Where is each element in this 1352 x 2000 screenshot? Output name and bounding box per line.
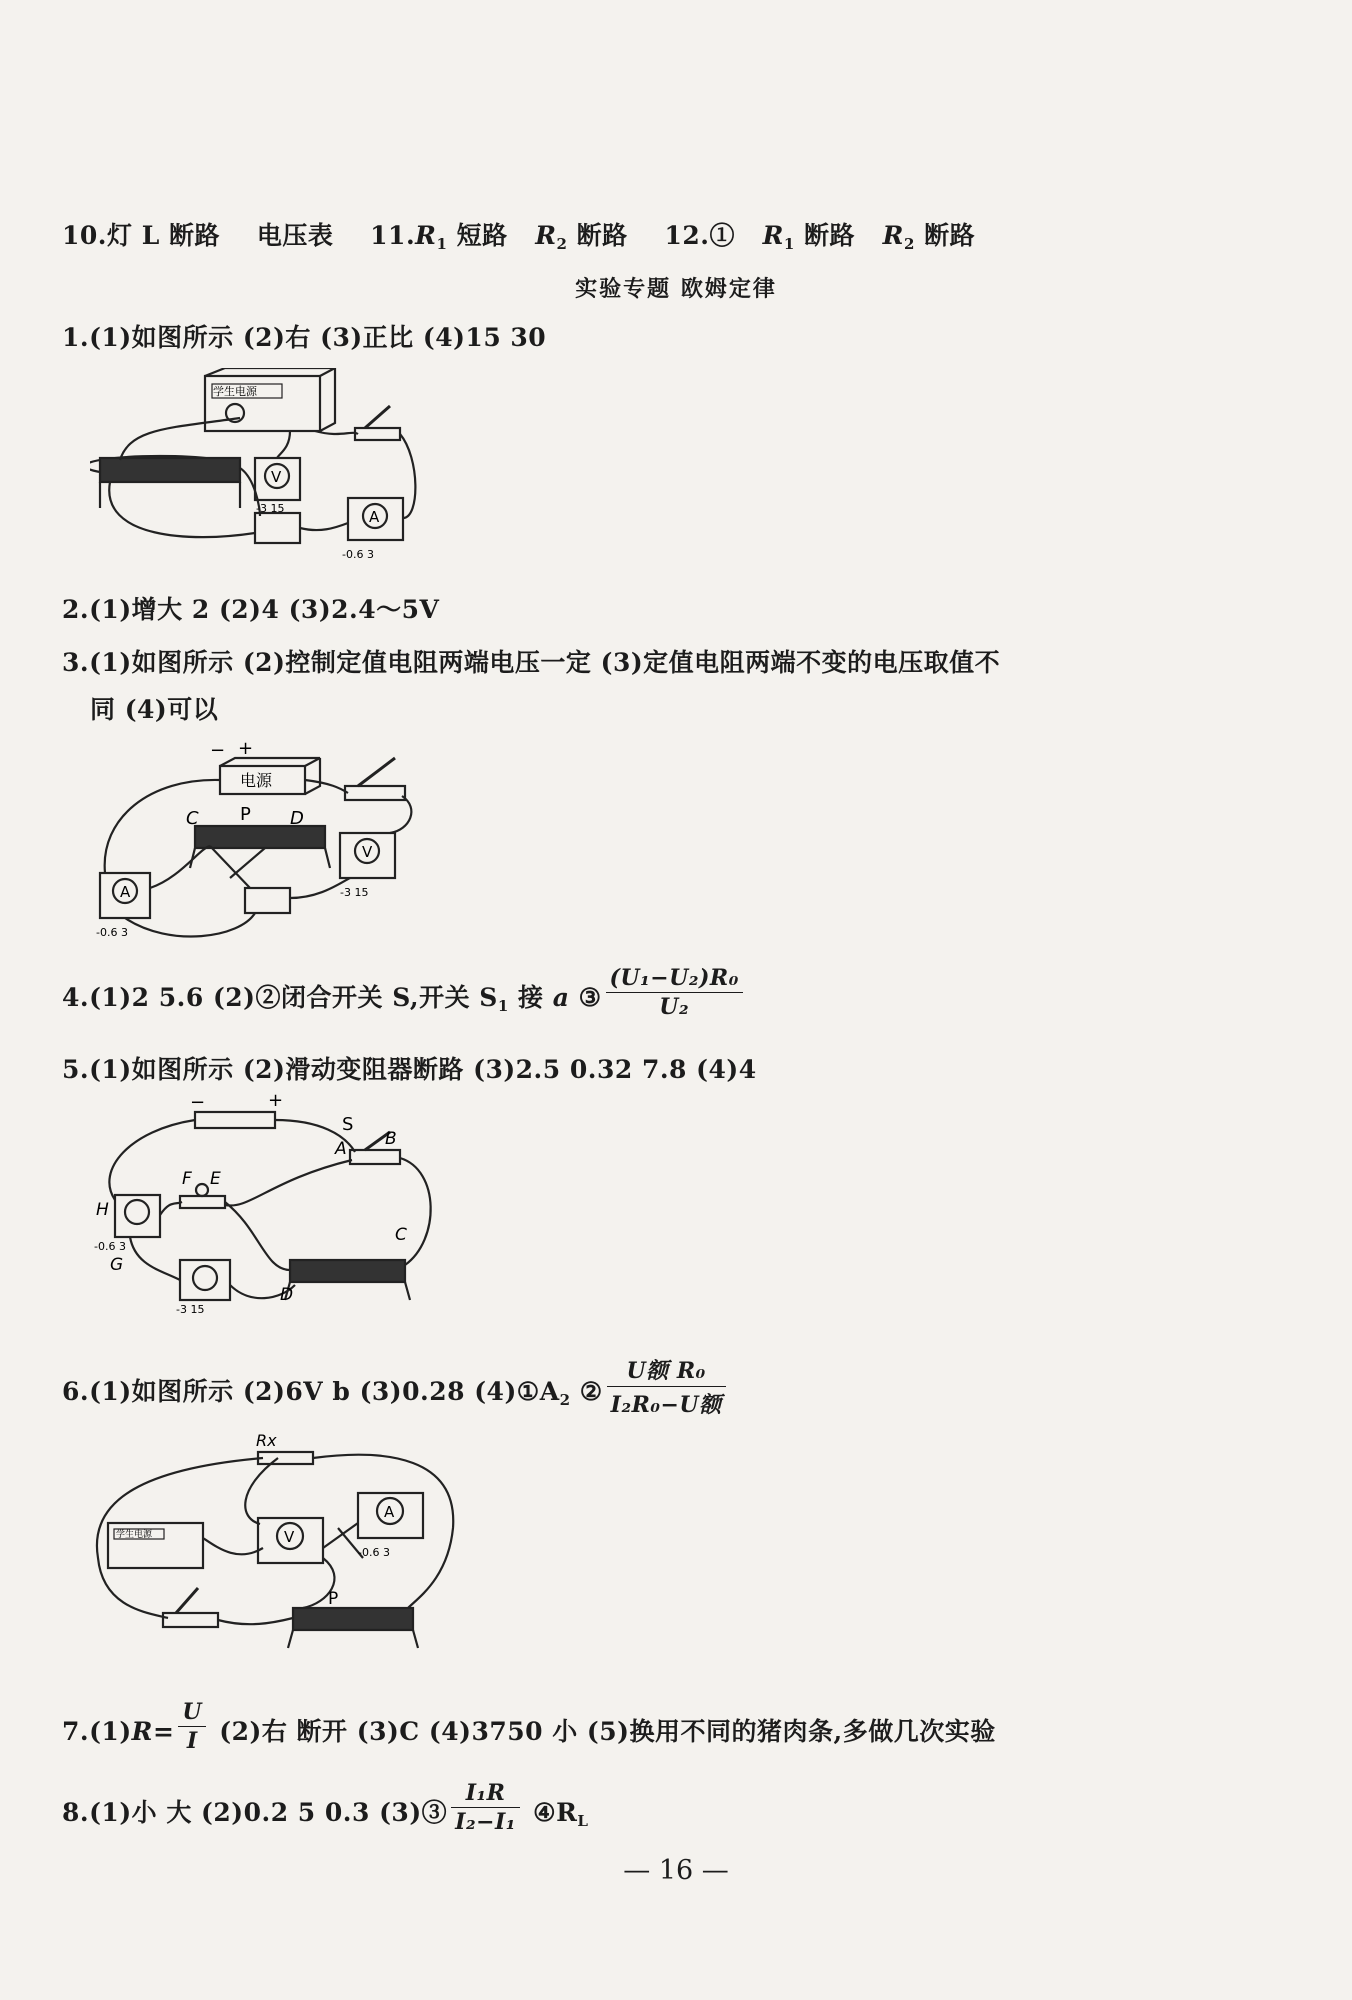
answer-6-part2: ②: [570, 1377, 603, 1406]
r2-symbol: R: [535, 221, 557, 250]
power-label: 电源: [240, 771, 273, 790]
switch-s: S: [342, 1114, 354, 1135]
answer-4-part3: ③: [569, 983, 602, 1012]
ammeter-label: A: [384, 1503, 395, 1521]
answer-3-line1: 3.(1)如图所示 (2)控制定值电阻两端电压一定 (3)定值电阻两端不变的电压取值不: [62, 648, 1001, 677]
minus-terminal: −: [210, 740, 226, 761]
ammeter-scale: -0.6 3: [358, 1546, 390, 1559]
terminal-d: D: [280, 1285, 294, 1305]
answer-3-line2: 同 (4)可以: [90, 695, 219, 724]
answer-2: 2.(1)增大 2 (2)4 (3)2.4～5V: [62, 595, 440, 624]
section-heading: 实验专题 欧姆定律: [575, 276, 777, 302]
slider-p: P: [240, 804, 251, 825]
voltmeter-label: V: [271, 468, 282, 486]
equals-sign: =: [152, 1717, 175, 1746]
voltmeter-label: V: [362, 843, 373, 861]
r1-state-12: 断路: [794, 221, 856, 250]
ammeter-scale: -0.6 3: [342, 548, 374, 561]
a2-subscript: 2: [559, 1391, 571, 1409]
answer-8: [62, 1780, 589, 1835]
ammeter-scale: -0.6 3: [96, 926, 128, 939]
r2-subscript: 2: [556, 235, 568, 253]
terminal-a: A: [335, 1139, 347, 1159]
page-number: — 16 —: [623, 1855, 729, 1886]
answer-7-fraction: [178, 1699, 206, 1754]
answer-4-connect: 接: [508, 983, 553, 1012]
answer-10b: 电压表: [256, 221, 334, 250]
fraction-numerator: I₁R: [451, 1780, 520, 1808]
resistor-rx: [258, 1452, 313, 1464]
power-label: 学生电源: [116, 1530, 153, 1540]
voltmeter-scale: -3 15: [176, 1303, 205, 1315]
answer-6-fraction: [607, 1354, 726, 1419]
resistor: [245, 888, 290, 913]
answer-11-number: 11.: [370, 221, 416, 250]
answer-4-fraction: [606, 965, 743, 1020]
terminal-a: a: [552, 983, 570, 1012]
terminal-f: F: [182, 1169, 192, 1189]
r2-state-12: 断路: [914, 221, 976, 250]
answer-5: 5.(1)如图所示 (2)滑动变阻器断路 (3)2.5 0.32 7.8 (4)4: [62, 1055, 757, 1084]
rheostat: [195, 826, 325, 848]
circuit-figure-1: [90, 368, 420, 568]
answer-12-number: 12.①: [664, 221, 735, 250]
switch: [350, 1150, 400, 1164]
power-label: 学生电源: [213, 385, 257, 398]
r1-symbol: R: [415, 221, 437, 250]
terminal-g: G: [110, 1255, 124, 1275]
fraction-numerator: (U₁−U₂)R₀: [606, 965, 743, 993]
answer-line-10-12: [62, 216, 975, 253]
circuit-figure-5: [90, 1090, 450, 1315]
r1-subscript: 1: [436, 235, 448, 253]
terminal-e: E: [210, 1169, 221, 1189]
r2-subscript-12: 2: [903, 235, 915, 253]
ammeter: [115, 1195, 160, 1237]
bulb-socket: [180, 1196, 225, 1208]
r1-state: 短路: [447, 221, 508, 250]
r1-symbol-12: R: [762, 221, 784, 250]
terminal-c: C: [186, 808, 199, 829]
resistor-box: [255, 513, 300, 543]
battery: [195, 1112, 275, 1128]
minus-terminal: −: [190, 1092, 206, 1113]
fraction-denominator: U₂: [659, 994, 690, 1020]
answer-8-text: 8.(1)小 大 (2)0.2 5 0.3 (3)③: [62, 1798, 448, 1827]
answer-10: 10.灯 L 断路: [62, 221, 220, 250]
voltmeter-scale: -3 15: [340, 886, 369, 899]
r-symbol: R: [131, 1717, 153, 1746]
ammeter-label: A: [369, 508, 380, 526]
rl-subscript: L: [577, 1812, 589, 1830]
terminal-h: H: [96, 1200, 109, 1220]
answer-1: 1.(1)如图所示 (2)右 (3)正比 (4)15 30: [62, 323, 547, 352]
switch: [345, 786, 405, 800]
ammeter-scale: -0.6 3: [94, 1240, 126, 1253]
answer-8-part4: ④R: [523, 1798, 578, 1827]
terminal-c: C: [395, 1225, 407, 1245]
answer-7-text: 7.(1): [62, 1717, 132, 1746]
switch: [355, 428, 400, 440]
answer-4: [62, 965, 747, 1020]
voltmeter-label: V: [284, 1528, 295, 1546]
circuit-figure-6: [88, 1428, 468, 1663]
circuit-figure-3: [90, 738, 440, 953]
fraction-numerator: U: [178, 1699, 206, 1727]
rheostat: [293, 1608, 413, 1630]
r2-state: 断路: [567, 221, 628, 250]
fraction-denominator: I₂R₀−U额: [610, 1392, 722, 1418]
plus-terminal: +: [238, 738, 254, 759]
terminal-b: B: [385, 1129, 397, 1149]
slider-p: P: [328, 1589, 339, 1609]
s1-subscript: 1: [497, 997, 509, 1015]
answer-7-rest: (2)右 断开 (3)C (4)3750 小 (5)换用不同的猪肉条,多做几次实验: [210, 1717, 996, 1746]
answer-6-text: 6.(1)如图所示 (2)6V b (3)0.28 (4)①A: [62, 1377, 560, 1406]
ammeter-label: A: [120, 883, 131, 901]
rheostat: [290, 1260, 405, 1282]
r1-subscript-12: 1: [783, 235, 795, 253]
switch: [163, 1613, 218, 1627]
answer-6: [62, 1358, 730, 1419]
voltmeter-scale: -3 15: [256, 502, 285, 515]
r2-symbol-12: R: [882, 221, 904, 250]
terminal-d: D: [290, 808, 304, 829]
rx-label: Rx: [256, 1431, 277, 1450]
answer-4-text: 4.(1)2 5.6 (2)②闭合开关 S,开关 S: [62, 983, 498, 1012]
fraction-denominator: I₂−I₁: [455, 1809, 516, 1835]
plus-terminal: +: [268, 1090, 284, 1111]
answer-8-fraction: [451, 1780, 520, 1835]
answer-7: [62, 1699, 996, 1754]
fraction-denominator: I: [186, 1728, 198, 1754]
fraction-numerator: U额 R₀: [607, 1354, 726, 1387]
